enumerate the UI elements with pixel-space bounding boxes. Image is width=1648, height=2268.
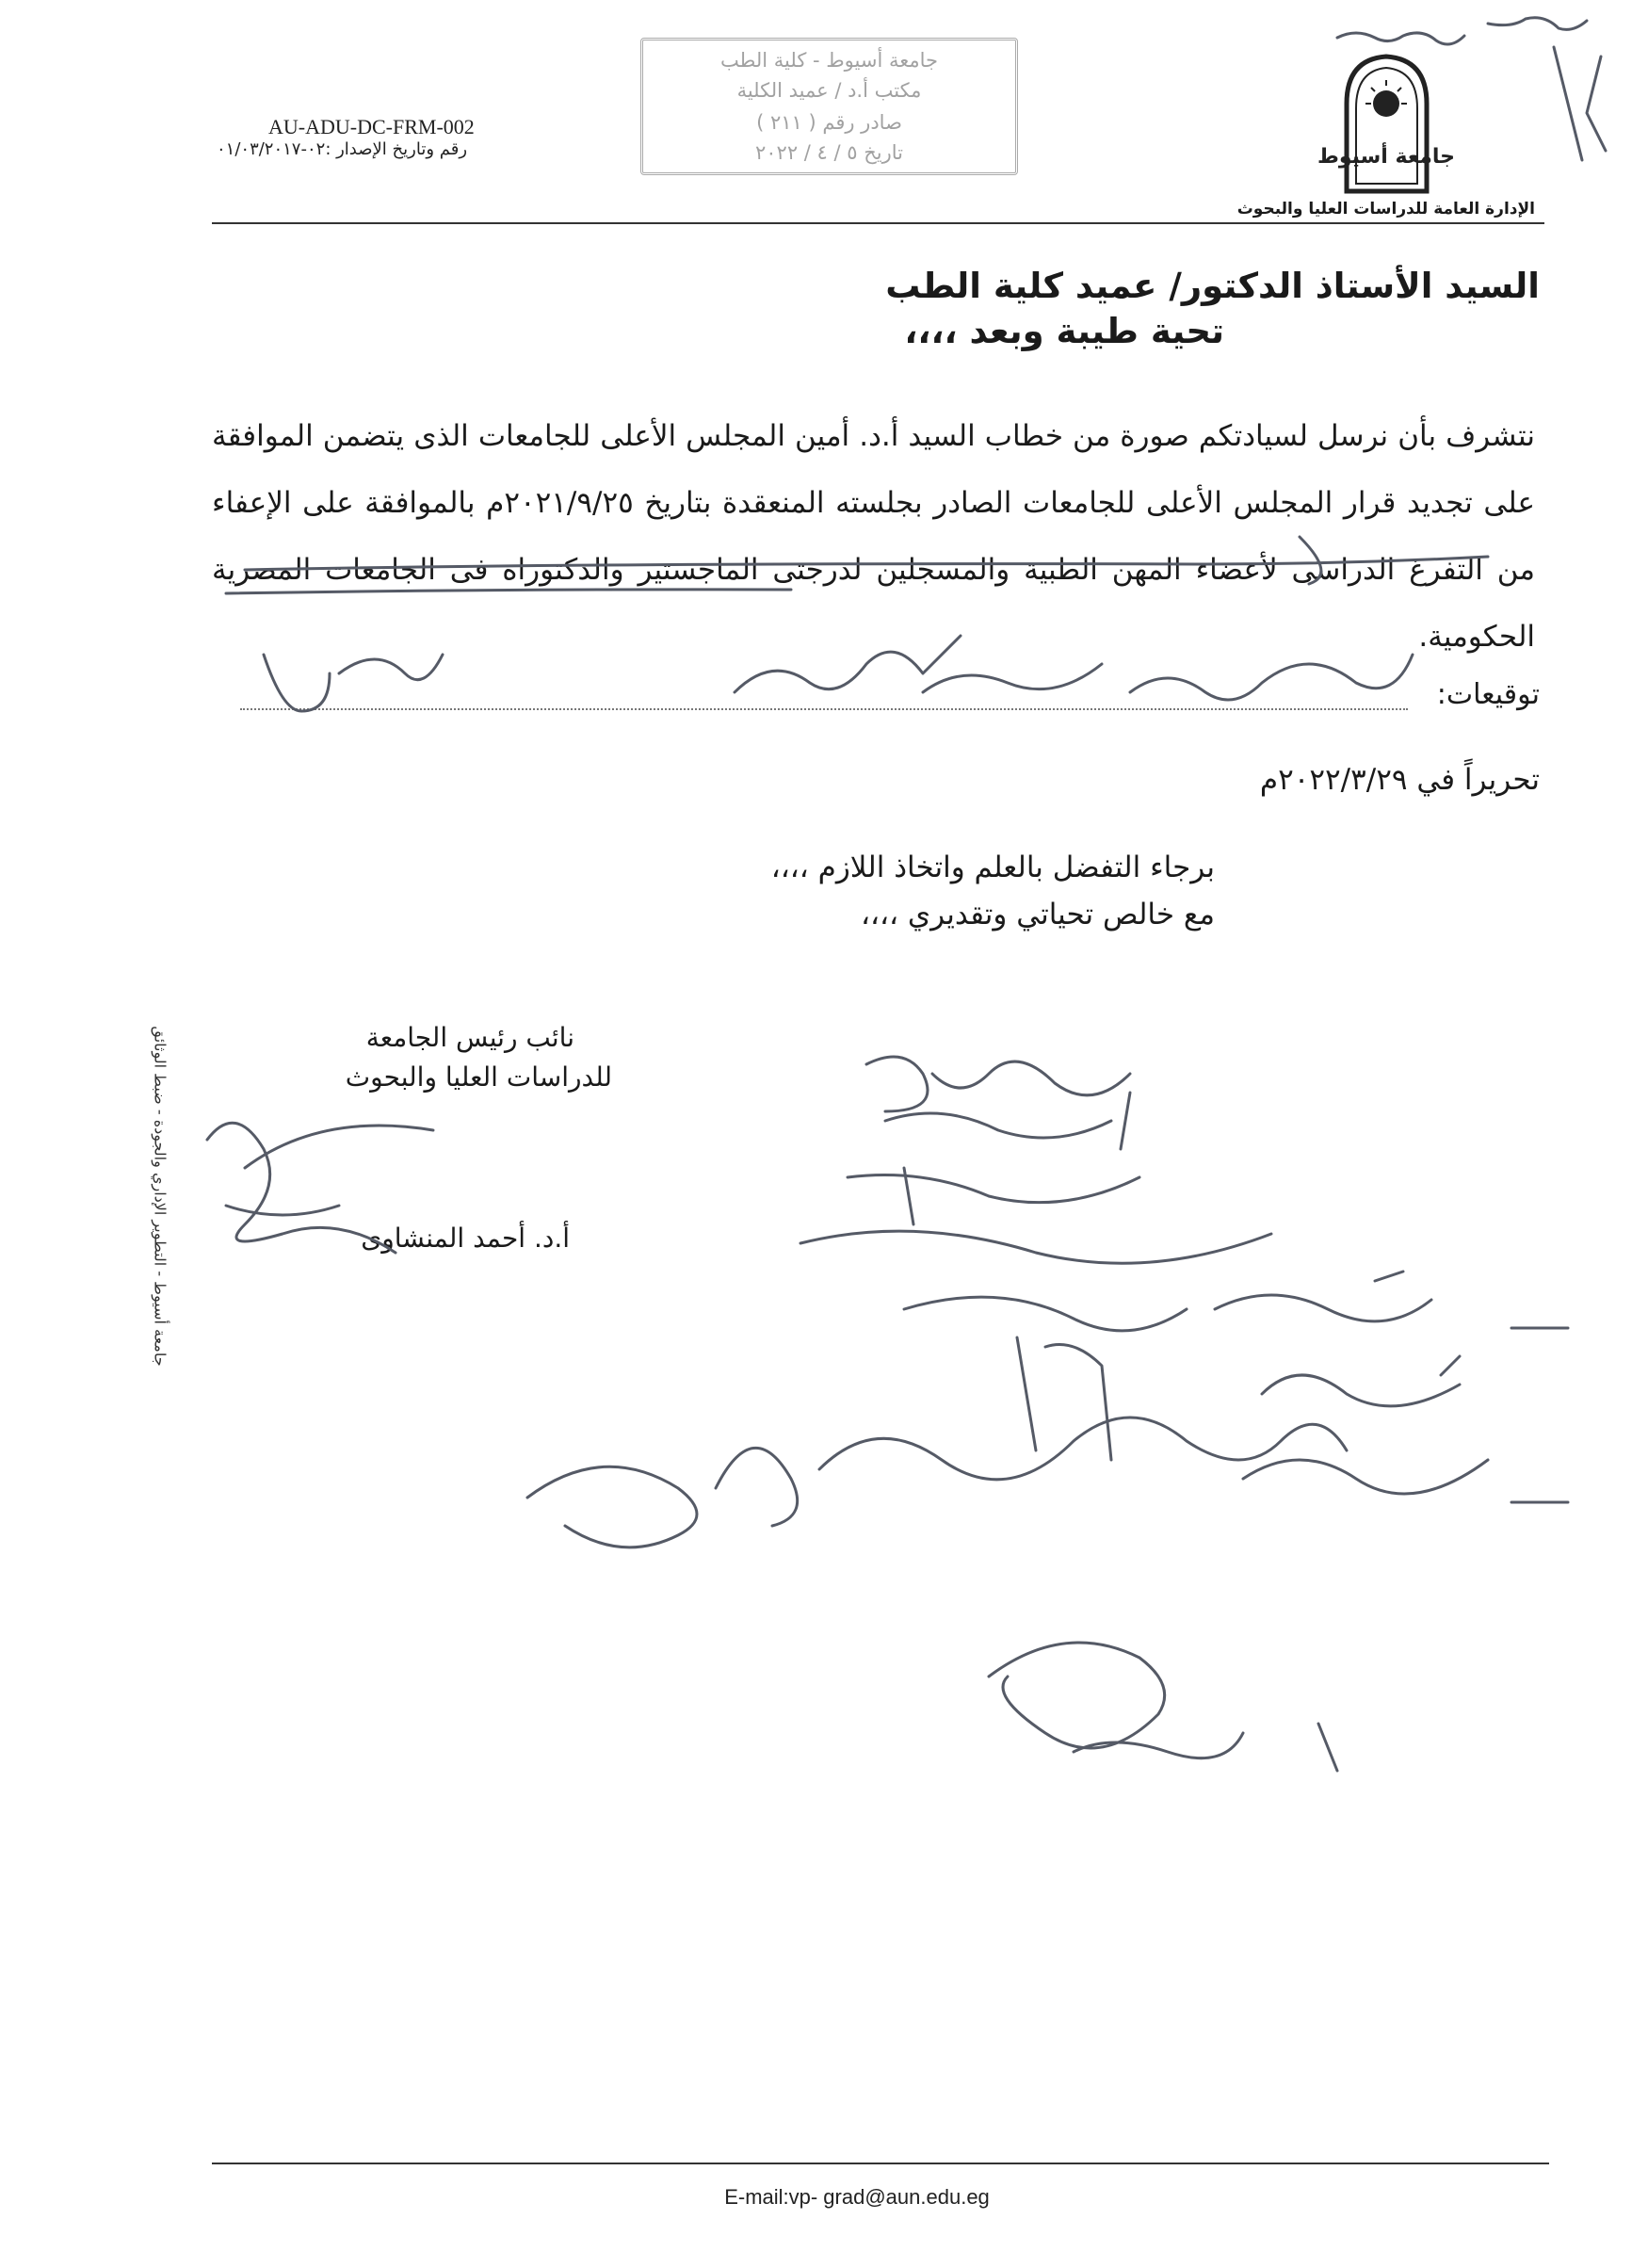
form-code: AU-ADU-DC-FRM-002	[268, 115, 475, 138]
addressee: السيد الأستاذ الدكتور/ عميد كلية الطب	[885, 266, 1540, 306]
signatory-name: أ.د. أحمد المنشاوى	[361, 1223, 570, 1254]
stamp-line: مكتب أ.د / عميد الكلية	[736, 79, 922, 102]
closing-line-1: برجاء التفضل بالعلم واتخاذ اللازم ،،،،	[770, 850, 1215, 884]
stamp-line: تاريخ ٥ / ٤ / ٢٠٢٢	[754, 141, 904, 164]
vice-president-signature	[188, 1093, 452, 1290]
signatory-title-1: نائب رئيس الجامعة	[365, 1022, 574, 1053]
logo-text: جامعة أسيوط	[1317, 145, 1455, 169]
footer-divider	[212, 2163, 1549, 2164]
stamp-line: صادر رقم ( ٢١١ )	[756, 111, 902, 134]
department-name: الإدارة العامة للدراسات العليا والبحوث	[1236, 200, 1535, 219]
committee-signatures	[245, 617, 1422, 721]
header-divider	[212, 222, 1544, 224]
signatures-label: توقيعات:	[1436, 678, 1540, 711]
letter-date: تحريراً في ٢٠٢٢/٣/٢٩م	[1259, 763, 1540, 797]
footer-email: E-mail:vp- grad@aun.edu.eg	[724, 2185, 990, 2209]
side-vertical-text	[146, 989, 174, 1403]
university-logo	[1317, 52, 1455, 193]
margin-dash-marks	[1507, 1309, 1582, 1516]
signatory-title-2: للدراسات العليا والبحوث	[345, 1061, 612, 1093]
closing-line-2: مع خالص تحياتي وتقديري ،،،،	[860, 898, 1215, 932]
issue-number-date: رقم وتاريخ الإصدار :٠٢-٠١/٠٣/٢٠١٧	[217, 139, 468, 159]
handwritten-underline	[217, 527, 1535, 603]
stamp-line: جامعة أسيوط - كلية الطب	[720, 49, 938, 72]
side-text-label: جامعة أسيوط - التطوير الإداري والجودة - ضبط الوثائق	[151, 1026, 170, 1367]
greeting: تحية طيبة وبعد ،،،،	[904, 311, 1224, 351]
letter-paragraph: نتشرف بأن نرسل لسيادتكم صورة من خطاب السيد أ.د. أمين المجلس الأعلى للجامعات الذى يتضمن الموافقة على تجديد قرار المجلس الأعلى للجامعات الصادر بجلسته المنعقدة بتاريخ ٢٠٢١/٩/٢٥م بالموافقة على الإعفاء من التفرغ الدراسى لأعضاء المهن الطبية والمسجلين لدرجتى الماجستير والدكتوراه فى الجامعات المصرية الحكومية.	[212, 419, 1536, 654]
incoming-stamp	[640, 38, 1018, 175]
handwritten-marginal-notes	[490, 1036, 1573, 1837]
